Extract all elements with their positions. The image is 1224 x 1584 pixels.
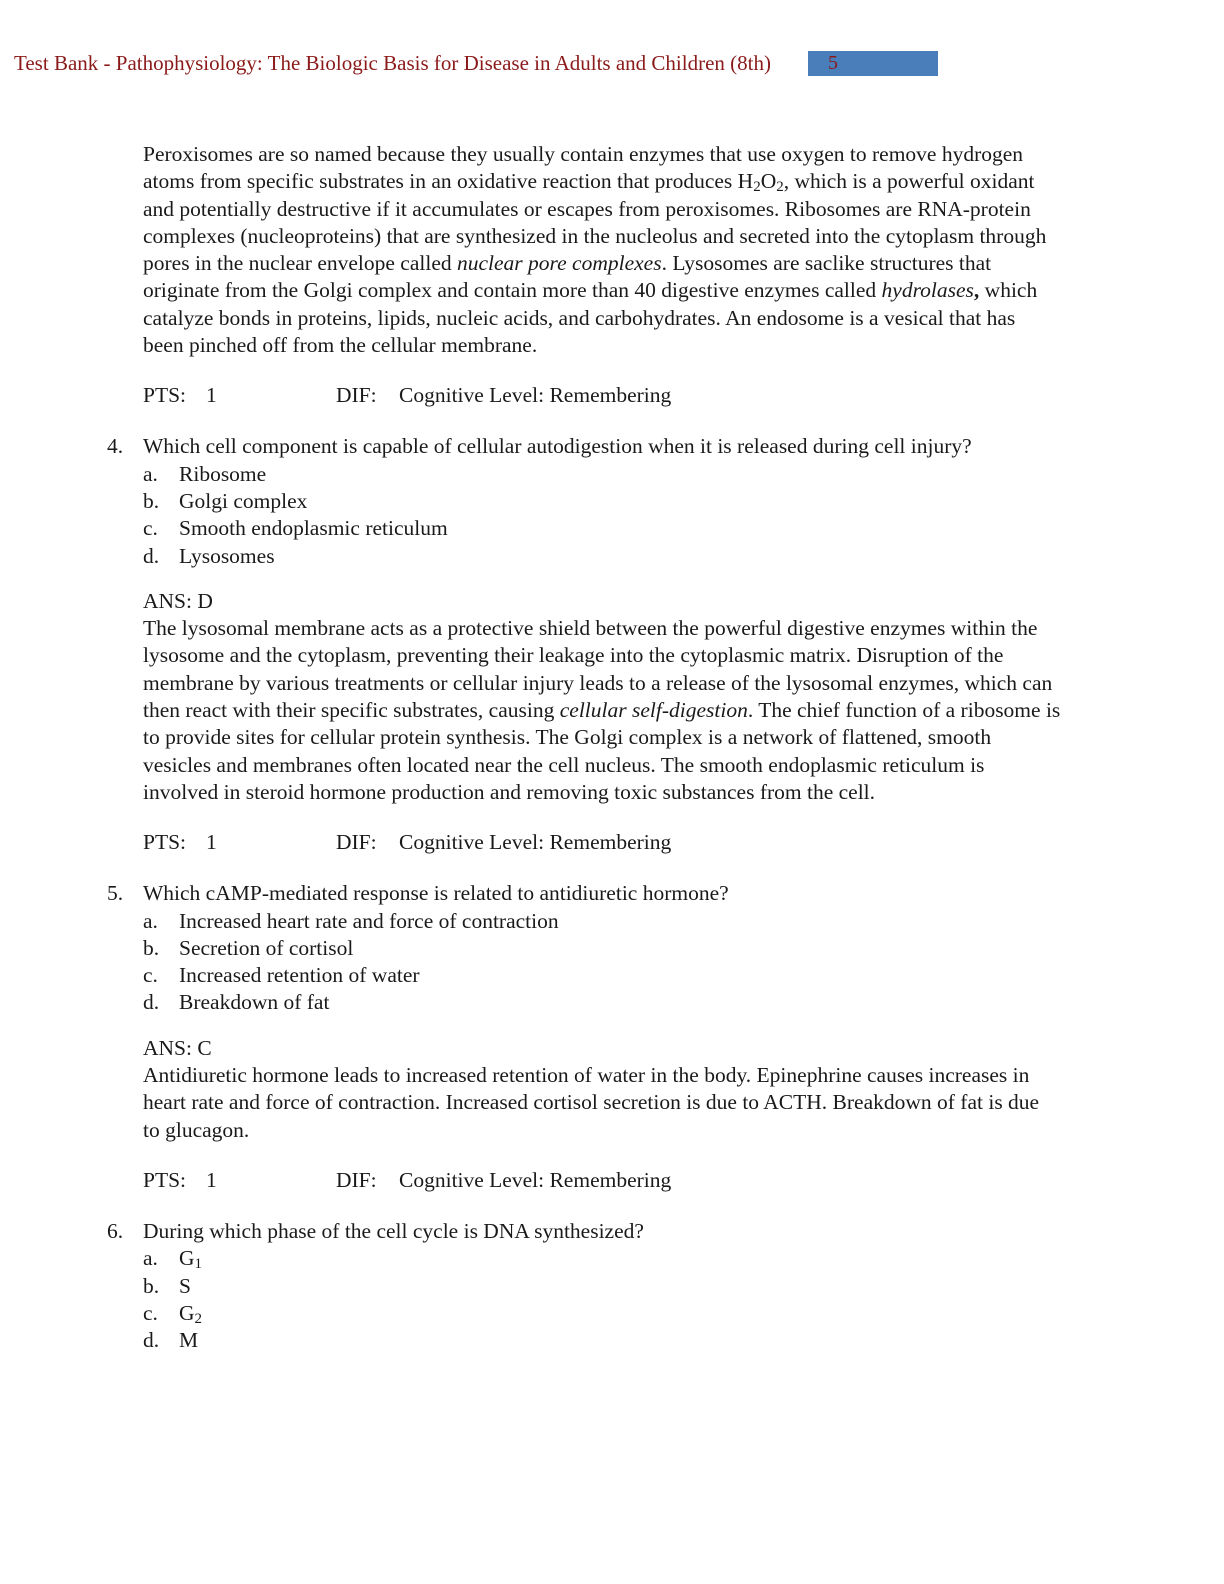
- option-a: [143, 1245, 1067, 1272]
- question-text: Which cell component is capable of cellular autodigestion when it is released during cell injury?: [143, 434, 972, 459]
- question-number: 5.: [107, 881, 124, 906]
- option-b: [143, 1273, 1067, 1300]
- pts-label: PTS:: [143, 383, 187, 408]
- page-header: [14, 50, 771, 76]
- option-text: Lysosomes: [179, 543, 275, 568]
- option-text: [179, 1245, 202, 1272]
- text: O: [760, 169, 777, 194]
- document-body: [107, 141, 1067, 1354]
- text: G: [179, 1246, 195, 1271]
- option-letter: d.: [143, 1328, 160, 1353]
- text: Peroxisomes are so named because they usually contain enzymes that use oxygen to remove hydrogen atoms from specific substrates in an oxidative reaction that produces H: [143, 142, 1024, 194]
- option-text: [179, 1300, 202, 1327]
- question-6: [107, 1218, 1067, 1354]
- dif-value: Cognitive Level: Remembering: [399, 830, 672, 855]
- pts-value: 1: [206, 383, 217, 408]
- question-meta: [143, 1167, 1067, 1195]
- option-d: [143, 1327, 1067, 1354]
- option-text: Breakdown of fat: [179, 990, 330, 1015]
- pts-value: 1: [206, 1167, 217, 1192]
- page-number-box: [808, 51, 938, 76]
- question-number: 4.: [107, 434, 124, 459]
- option-letter: a.: [143, 1246, 158, 1271]
- intro-rationale: [143, 141, 1061, 359]
- page-number: 5: [828, 52, 838, 74]
- rationale-5: Antidiuretic hormone leads to increased retention of water in the body. Epinephrine causes increases in heart rate and force of contraction. Increased cortisol secretion is due to ACTH. Breakdown of fat is due to glucagon.: [143, 1063, 1040, 1142]
- text: S: [179, 1273, 191, 1298]
- italic-term: hydrolases: [881, 278, 974, 303]
- option-letter: c.: [143, 516, 158, 541]
- pts-value: 1: [206, 830, 217, 855]
- question-text: Which cAMP-mediated response is related to antidiuretic hormone?: [143, 881, 729, 906]
- question-number: 6.: [107, 1218, 124, 1243]
- text: which catalyze bonds in proteins, lipids, nucleic acids, and carbohydrates. An endosome is a vesical that has been pinched off from the cellular membrane.: [143, 278, 1038, 358]
- answer-5: ANS: C: [143, 1035, 212, 1060]
- option-d: [143, 543, 1067, 570]
- pts-label: PTS:: [143, 830, 187, 855]
- option-text: Increased heart rate and force of contraction: [179, 908, 559, 933]
- subscript: 2: [194, 1310, 203, 1327]
- option-b: [143, 935, 1067, 962]
- option-letter: d.: [143, 543, 160, 568]
- option-text: Increased retention of water: [179, 963, 420, 988]
- header-title: Test Bank - Pathophysiology: The Biologic Basis for Disease in Adults and Children (8th): [14, 51, 771, 75]
- italic-term: cellular self-digestion: [559, 698, 748, 723]
- option-letter: b.: [143, 488, 160, 513]
- option-text: Secretion of cortisol: [179, 935, 354, 960]
- option-c: [143, 515, 1067, 542]
- option-letter: c.: [143, 1300, 158, 1325]
- option-c: [143, 1300, 1067, 1327]
- option-text: [179, 1273, 191, 1300]
- question-4: [107, 433, 1067, 569]
- option-letter: a.: [143, 908, 158, 933]
- dif-value: Cognitive Level: Remembering: [399, 1167, 672, 1192]
- text: M: [179, 1328, 199, 1353]
- option-letter: b.: [143, 935, 160, 960]
- text: , which is a powerful oxidant and potentially destructive if it accumulates or escapes from peroxisomes. Ribosomes are RNA-protein complexes (nucleoproteins) that are synthesized in the nucleolus and secreted into the cytoplasm through pores in the nuclear envelope called: [143, 169, 1047, 276]
- text: . Lysosomes are saclike structures that originate from the Golgi complex and contain more than 40 digestive enzymes called: [143, 251, 992, 303]
- italic-term: nuclear pore complexes: [457, 251, 662, 276]
- question-5: [107, 880, 1067, 1016]
- subscript: 2: [776, 179, 784, 196]
- question-text: During which phase of the cell cycle is DNA synthesized?: [143, 1218, 644, 1243]
- option-letter: a.: [143, 461, 158, 486]
- text: ,: [973, 278, 980, 303]
- rationale-4: [143, 615, 1061, 806]
- question-meta: [143, 382, 1067, 410]
- dif-label: DIF:: [336, 1167, 377, 1192]
- dif-label: DIF:: [336, 830, 377, 855]
- question-meta: [143, 829, 1067, 857]
- answer-4: ANS: D: [143, 588, 213, 613]
- pts-label: PTS:: [143, 1167, 187, 1192]
- subscript: 1: [194, 1256, 203, 1273]
- option-letter: b.: [143, 1273, 160, 1298]
- option-c: [143, 962, 1067, 989]
- option-letter: c.: [143, 963, 158, 988]
- option-text: Ribosome: [179, 461, 267, 486]
- option-d: [143, 989, 1067, 1016]
- option-a: [143, 908, 1067, 935]
- option-b: [143, 488, 1067, 515]
- subscript: 2: [753, 179, 761, 196]
- text: . The chief function of a ribosome is to provide sites for cellular protein synthesis. The Golgi complex is a network of flattened, smooth vesicles and membranes often located near the cell nucleus. The smooth endoplasmic reticulum is involved in steroid hormone production and removing toxic substances from the cell.: [143, 698, 1061, 804]
- dif-value: Cognitive Level: Remembering: [399, 383, 672, 408]
- text: The lysosomal membrane acts as a protective shield between the powerful digestive enzymes within the lysosome and the cytoplasm, preventing their leakage into the cytoplasmic matrix. Disruption of the membrane by various treatments or cellular injury leads to a release of the lysosomal enzymes, which can then react with their specific substrates, causing: [143, 616, 1053, 723]
- option-text: [179, 1327, 198, 1354]
- option-text: Golgi complex: [179, 488, 308, 513]
- text: G: [179, 1300, 195, 1325]
- option-a: [143, 461, 1067, 488]
- option-letter: d.: [143, 990, 160, 1015]
- option-text: Smooth endoplasmic reticulum: [179, 516, 448, 541]
- dif-label: DIF:: [336, 383, 377, 408]
